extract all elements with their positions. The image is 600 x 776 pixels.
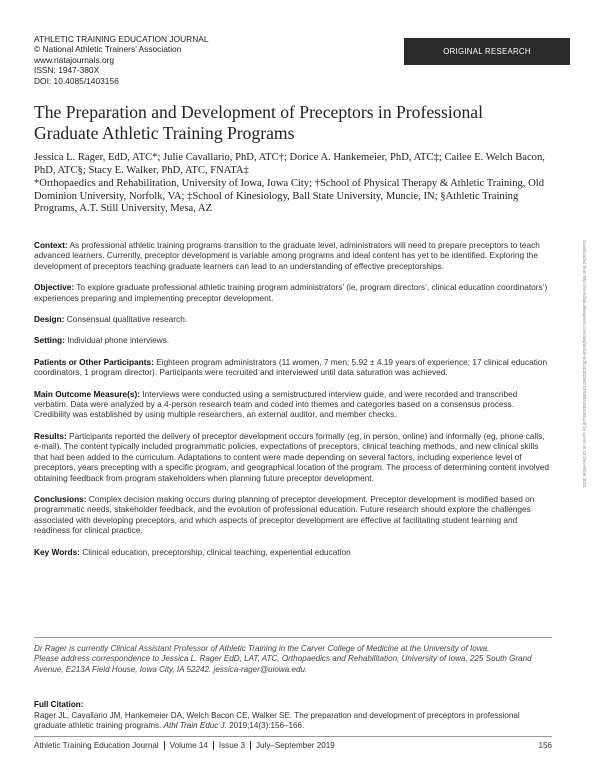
journal-doi: DOI: 10.4085/1403156 [34,75,119,86]
abstract-text: Eighteen program administrators (11 women, 7 men; 5.92 ± 4.19 years of experience; 17 clinical education coordinators, 1 program director). Participants were recruited and interviewed until data saturation was achieved. [34,356,548,378]
journal-masthead [34,34,209,86]
correspondence-address: Please address correspondence to Jessica L. Rager EdD, LAT, ATC, Orthopaedics and Rehabilitation, University of Iowa, 225 South Grand Avenue, E213A Field House, Iowa City, IA 52242. jessica-rager@uiowa.edu. [34,654,532,674]
abstract-objective [34,282,552,303]
journal-name: ATHLETIC TRAINING EDUCATION JOURNAL [34,34,209,44]
abstract-label: Context: [34,240,68,250]
full-citation-text [34,711,552,732]
journal-issn: ISSN: 1947-380X [34,65,100,76]
abstract-text: Interviews were conducted using a semistructured interview guide, and were recorded and transcribed verbatim. Data were analyzed by a 4-person research team and coded into themes and categories based on a consensus process. Credibility was established by using multiple researchers, an external auditor, and member checks. [34,388,518,420]
abstract-text: Consensual qualitative research. [66,314,188,325]
citation-authors-title: Rager JL, Cavallario JM, Hankemeier DA, Welch Bacon CE, Walker SE. The preparation and development of preceptors in professional graduate athletic training programs. [34,711,520,731]
abstract-label: Objective: [34,282,75,293]
abstract-results [34,431,552,483]
abstract-text: Participants reported the delivery of preceptor development occurs formally (eg, in person, online) and informally (eg, phone calls, e-mail). The content typically included programmatic policies, expectations of preceptors, clinical teaching methods, and new clinical skills that had been added to the curriculum. Adaptations to content were made depending on several factors, including experience level of preceptors, years precepting with a specific program, and geographical location of the program. The process of determining content involved obtaining feedback from program stakeholders when planning future preceptor development. [34,430,549,483]
abstract-text: Complex decision making occurs during planning of preceptor development. Preceptor development is modified based on programmatic needs, stakeholder feedback, and the evolution of professional education. Future research should explore the challenges associated with developing preceptors, and which aspects of preceptor development are effective at facilitating student learning and readiness for clinical practice. [34,493,535,536]
footer-period: July–September 2019 [256,741,335,750]
abstract-text: Clinical education, preceptorship, clinical teaching, experiential education [82,546,351,557]
abstract-text: As professional athletic training programs transition to the graduate level, administrators will need to prepare preceptors to teach advanced learners. Currently, preceptor development is variable among programs and ideal content has yet to be identified. Exploring the development of preceptors teaching graduate learners can lead to an understanding of effective preceptorships. [34,240,540,271]
abstract-label: Setting: [34,335,65,346]
journal-copyright: © National Athletic Trainers’ Association [34,44,182,55]
citation-journal: Athl Train Educ J. [163,721,227,731]
download-watermark: Downloaded from http://meridian.allenpress.com/atej/article-pdf/14/3/156/2197068/1403156.pdf by guest on 10 December 2021 [582,240,587,488]
abstract-outcome-measures [34,389,552,420]
footer-volume: Volume 14 [169,741,208,750]
abstract-label: Main Outcome Measure(s): [34,388,141,399]
page-footer [34,741,552,750]
footer-divider [34,736,552,737]
article-title: The Preparation and Development of Preceptors in Professional Graduate Athletic Training Programs [34,102,484,143]
page-number: 156 [538,741,552,750]
abstract-setting [34,335,552,345]
abstract-text: Individual phone interviews. [67,335,170,346]
footer-separator [250,741,251,750]
abstract-key-words [34,547,552,557]
footer-separator [164,741,165,750]
footer-separator [213,741,214,750]
abstract-label: Conclusions: [34,493,87,504]
abstract-design [34,314,552,324]
abstract-label: Results: [34,430,67,441]
abstract-conclusions [34,494,552,536]
full-citation-heading: Full Citation: [34,700,84,709]
abstract-participants [34,357,552,378]
abstract-context [34,240,552,271]
author-position-note: Dr Rager is currently Clinical Assistant Professor of Athletic Training in the Carver College of Medicine at the University of Iowa. [34,644,490,653]
citation-volume-pages: 2019;14(3):156–166. [229,721,305,731]
article-authors: Jessica L. Rager, EdD, ATC*; Julie Cavallario, PhD, ATC†; Dorice A. Hankemeier, PhD, ATC‡; Cailee E. Welch Bacon, PhD, ATC§; Stacy E. Walker, PhD, ATC, FNATA‡ [34,152,545,176]
journal-website-link[interactable]: www.natajournals.org [34,54,115,65]
abstract [34,240,552,568]
abstract-label: Key Words: [34,546,80,557]
author-correspondence [34,644,552,675]
footer-issue: Issue 3 [218,741,245,750]
abstract-label: Design: [34,314,65,325]
abstract-text: To explore graduate professional athletic training program administrators’ (ie, program directors’, clinical education coordinators’) experiences preparing and implementing preceptor development. [34,282,548,303]
footer-journal: Athletic Training Education Journal [34,741,159,750]
divider [34,637,552,638]
article-affiliations: *Orthopaedics and Rehabilitation, University of Iowa, Iowa City; †School of Physical Therapy & Athletic Training, Old Dominion University, Norfolk, VA; ‡School of Kinesiology, Ball State University, Muncie, IN; §Athletic Training Programs, A.T. Still University, Mesa, AZ [34,178,544,214]
abstract-label: Patients or Other Participants: [34,356,154,367]
original-research-banner [404,38,570,65]
banner-label: ORIGINAL RESEARCH [443,47,531,56]
